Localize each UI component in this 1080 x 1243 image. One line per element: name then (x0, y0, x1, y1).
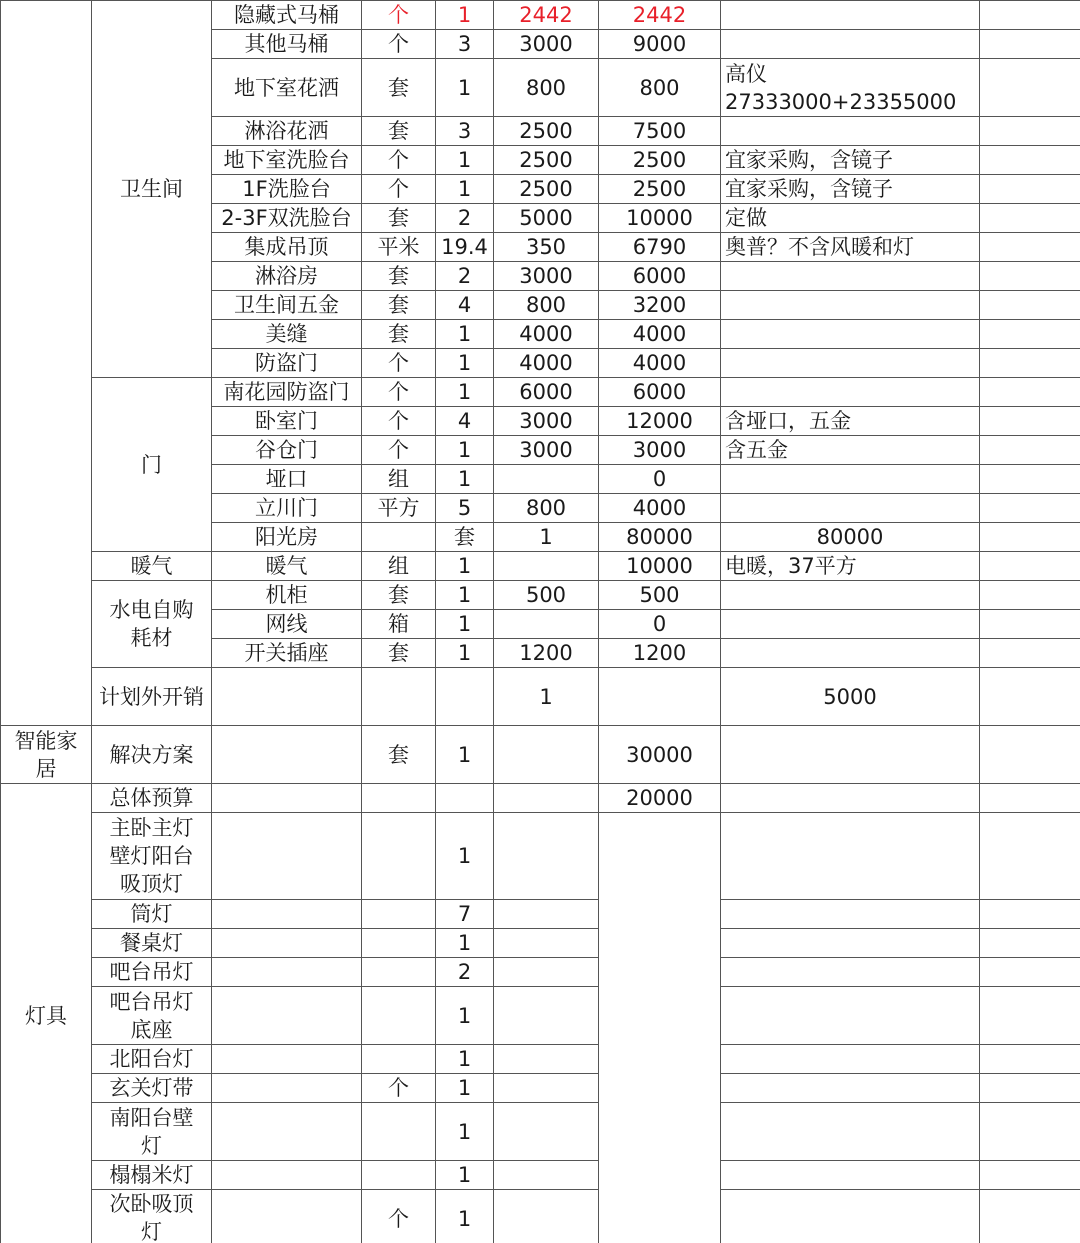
note-cell (721, 958, 980, 987)
unit-cell (362, 1045, 436, 1074)
note-cell (721, 262, 980, 291)
note-cell (721, 378, 980, 407)
unit-cell: 套 (362, 639, 436, 668)
note-cell (721, 1161, 980, 1190)
empty-cell (980, 1103, 1080, 1161)
qty-cell: 1 (436, 349, 494, 378)
note-cell (721, 117, 980, 146)
item-cell: 1F洗脸台 (212, 175, 362, 204)
qty-cell: 1 (436, 465, 494, 494)
item-cell (212, 784, 362, 813)
unit-cell: 个 (362, 1190, 436, 1243)
item-cell (362, 523, 436, 552)
total-cell: 2500 (599, 175, 721, 204)
empty-cell (980, 59, 1080, 117)
category-cell (212, 668, 362, 726)
item-cell (212, 987, 362, 1045)
category-heating: 暖气 (92, 552, 212, 581)
note-cell (721, 59, 980, 117)
price-cell (494, 958, 599, 987)
qty-cell: 1 (436, 1074, 494, 1103)
note-cell (721, 987, 980, 1045)
item-cell: 隐藏式马桶 (212, 1, 362, 30)
qty-cell: 1 (436, 146, 494, 175)
item-cell: 地下室花洒 (212, 59, 362, 117)
empty-cell (980, 117, 1080, 146)
empty-cell (980, 291, 1080, 320)
price-cell: 3000 (494, 407, 599, 436)
price-cell (494, 610, 599, 639)
total-cell (599, 813, 721, 1243)
total-cell: 2442 (599, 1, 721, 30)
table-row (1, 784, 1080, 813)
unit-cell (362, 900, 436, 929)
category-cell: 总体预算 (92, 784, 212, 813)
unit-cell: 个 (362, 1, 436, 30)
empty-cell (980, 987, 1080, 1045)
empty-cell (980, 900, 1080, 929)
item-cell: 其他马桶 (212, 30, 362, 59)
price-cell (494, 726, 599, 784)
unit-cell (362, 1103, 436, 1161)
empty-cell (980, 813, 1080, 900)
qty-cell: 1 (436, 813, 494, 900)
note-cell (721, 784, 980, 813)
note-cell (721, 30, 980, 59)
category-cell: 解决方案 (92, 726, 212, 784)
item-cell (212, 1161, 362, 1190)
empty-cell (980, 581, 1080, 610)
note-cell (721, 639, 980, 668)
qty-cell: 3 (436, 30, 494, 59)
price-cell (494, 1074, 599, 1103)
empty-cell (980, 349, 1080, 378)
qty-cell: 1 (436, 320, 494, 349)
item-cell (212, 726, 362, 784)
item-cell (212, 813, 362, 900)
price-cell (494, 1103, 599, 1161)
price-cell (494, 813, 599, 900)
qty-cell: 1 (436, 59, 494, 117)
category-cell: 次卧吸顶灯 (92, 1190, 212, 1243)
empty-cell (980, 494, 1080, 523)
qty-cell: 1 (436, 436, 494, 465)
unit-cell: 箱 (362, 610, 436, 639)
empty-cell (980, 1045, 1080, 1074)
item-cell: 2-3F双洗脸台 (212, 204, 362, 233)
unit-cell: 套 (362, 262, 436, 291)
note-cell: 电暖，37平方 (721, 552, 980, 581)
empty-cell (980, 1074, 1080, 1103)
table-row (1, 1074, 1080, 1103)
item-cell: 暖气 (212, 552, 362, 581)
table-row (1, 958, 1080, 987)
category-materials: 水电自购耗材 (92, 581, 212, 668)
qty-cell: 1 (436, 610, 494, 639)
note-cell (721, 726, 980, 784)
qty-cell: 3 (436, 117, 494, 146)
qty-cell: 19.4 (436, 233, 494, 262)
qty-cell: 1 (436, 726, 494, 784)
qty-cell: 1 (436, 552, 494, 581)
total-cell: 3200 (599, 291, 721, 320)
unit-cell: 平方 (362, 494, 436, 523)
unit-cell: 套 (362, 726, 436, 784)
note-cell: 宜家采购，含镜子 (721, 175, 980, 204)
unit-cell: 套 (362, 117, 436, 146)
note-cell (721, 581, 980, 610)
qty-cell: 1 (494, 523, 599, 552)
note-cell (721, 1074, 980, 1103)
empty-cell (980, 465, 1080, 494)
total-cell: 2500 (599, 146, 721, 175)
price-cell: 2500 (494, 117, 599, 146)
category-doors: 门 (92, 378, 212, 552)
empty-cell (980, 958, 1080, 987)
note-cell (721, 291, 980, 320)
total-cell: 9000 (599, 30, 721, 59)
unit-cell: 套 (362, 320, 436, 349)
unit-cell: 组 (362, 465, 436, 494)
unit-cell (362, 1161, 436, 1190)
price-cell: 800 (494, 59, 599, 117)
item-cell: 网线 (212, 610, 362, 639)
table-row (1, 1, 1080, 30)
total-cell: 1200 (599, 639, 721, 668)
empty-cell (980, 1161, 1080, 1190)
total-cell: 6000 (599, 262, 721, 291)
category-cell: 榻榻米灯 (92, 1161, 212, 1190)
total-cell: 12000 (599, 407, 721, 436)
category-cell: 主卧主灯壁灯阳台吸顶灯 (92, 813, 212, 900)
table-row (1, 1045, 1080, 1074)
note-cell (980, 668, 1080, 726)
item-cell (212, 1074, 362, 1103)
unit-cell: 个 (362, 30, 436, 59)
item-cell: 立川门 (212, 494, 362, 523)
category-cell: 玄关灯带 (92, 1074, 212, 1103)
qty-cell: 1 (436, 1103, 494, 1161)
qty-cell: 2 (436, 204, 494, 233)
qty-cell: 1 (436, 1, 494, 30)
price-cell: 500 (494, 581, 599, 610)
price-cell: 800 (494, 494, 599, 523)
note-cell (721, 1190, 980, 1243)
item-cell (362, 668, 436, 726)
category-cell: 南阳台壁灯 (92, 1103, 212, 1161)
note-cell (721, 320, 980, 349)
qty-cell: 2 (436, 958, 494, 987)
qty-cell: 7 (436, 900, 494, 929)
unit-cell (362, 958, 436, 987)
item-cell: 南花园防盗门 (212, 378, 362, 407)
price-cell (494, 465, 599, 494)
total-cell: 10000 (599, 552, 721, 581)
table-row (1, 726, 1080, 784)
empty-cell (980, 1, 1080, 30)
note-cell: 奥普？不含风暖和灯 (721, 233, 980, 262)
qty-cell: 1 (436, 175, 494, 204)
table-row (1, 987, 1080, 1045)
price-cell: 3000 (494, 262, 599, 291)
item-cell (212, 1103, 362, 1161)
price-cell: 5000 (494, 204, 599, 233)
empty-cell (980, 784, 1080, 813)
unit-cell: 个 (362, 349, 436, 378)
table-row (1, 668, 1080, 726)
note-cell: 宜家采购，含镜子 (721, 146, 980, 175)
item-cell (212, 900, 362, 929)
note-cell (721, 1103, 980, 1161)
total-cell: 500 (599, 581, 721, 610)
price-cell: 1200 (494, 639, 599, 668)
item-cell: 垭口 (212, 465, 362, 494)
category-cell: 餐桌灯 (92, 929, 212, 958)
unit-cell: 套 (436, 523, 494, 552)
unit-cell: 套 (362, 291, 436, 320)
table-row (1, 929, 1080, 958)
unit-cell: 套 (362, 581, 436, 610)
empty-cell (980, 407, 1080, 436)
note-line: 高仪 (725, 61, 767, 86)
qty-cell: 1 (436, 929, 494, 958)
price-cell: 800 (494, 291, 599, 320)
item-cell: 卧室门 (212, 407, 362, 436)
qty-cell: 5 (436, 494, 494, 523)
category-cell: 吧台吊灯 (92, 958, 212, 987)
price-cell (494, 1161, 599, 1190)
item-cell: 集成吊顶 (212, 233, 362, 262)
item-cell: 美缝 (212, 320, 362, 349)
price-cell: 3000 (494, 436, 599, 465)
price-cell (494, 987, 599, 1045)
total-cell: 4000 (599, 349, 721, 378)
qty-cell: 1 (436, 1045, 494, 1074)
note-cell (721, 494, 980, 523)
item-cell (212, 958, 362, 987)
note-cell (721, 900, 980, 929)
qty-cell: 1 (494, 668, 599, 726)
unit-cell: 个 (362, 146, 436, 175)
table-row (1, 1103, 1080, 1161)
price-cell: 2500 (494, 175, 599, 204)
total-cell: 800 (599, 59, 721, 117)
category-cell: 北阳台灯 (92, 1045, 212, 1074)
table-row (1, 552, 1080, 581)
qty-cell: 2 (436, 262, 494, 291)
price-cell (494, 900, 599, 929)
unit-cell: 个 (362, 378, 436, 407)
item-cell: 机柜 (212, 581, 362, 610)
empty-cell (980, 30, 1080, 59)
total-cell: 80000 (721, 523, 980, 552)
note-cell (721, 465, 980, 494)
price-cell (494, 1190, 599, 1243)
empty-cell (980, 436, 1080, 465)
note-line: 27333000+23355000 (725, 89, 957, 114)
table-row (1, 581, 1080, 610)
qty-cell: 4 (436, 407, 494, 436)
unit-cell: 套 (362, 59, 436, 117)
empty-cell (980, 1190, 1080, 1243)
table-row (1, 378, 1080, 407)
table-row (1, 1161, 1080, 1190)
total-cell: 7500 (599, 117, 721, 146)
price-cell: 4000 (494, 349, 599, 378)
table-row (1, 900, 1080, 929)
total-cell: 6000 (599, 378, 721, 407)
item-cell: 开关插座 (212, 639, 362, 668)
table-row (1, 813, 1080, 900)
total-cell: 6790 (599, 233, 721, 262)
unit-cell: 个 (362, 175, 436, 204)
price-cell (494, 929, 599, 958)
empty-cell (980, 320, 1080, 349)
group-lighting: 灯具 (1, 784, 92, 1243)
item-cell: 地下室洗脸台 (212, 146, 362, 175)
qty-cell: 1 (436, 1161, 494, 1190)
price-cell: 3000 (494, 30, 599, 59)
unit-cell: 个 (362, 407, 436, 436)
item-cell: 淋浴花洒 (212, 117, 362, 146)
note-cell: 含五金 (721, 436, 980, 465)
price-cell: 6000 (494, 378, 599, 407)
qty-cell: 1 (436, 378, 494, 407)
qty-cell: 1 (436, 581, 494, 610)
price-cell (494, 552, 599, 581)
note-cell (721, 1045, 980, 1074)
total-cell: 3000 (599, 436, 721, 465)
note-cell (721, 610, 980, 639)
empty-cell (980, 262, 1080, 291)
total-cell: 20000 (599, 784, 721, 813)
item-cell: 淋浴房 (212, 262, 362, 291)
item-cell: 卫生间五金 (212, 291, 362, 320)
total-cell: 4000 (599, 494, 721, 523)
item-cell (212, 1190, 362, 1243)
qty-cell: 1 (436, 987, 494, 1045)
item-cell: 谷仓门 (212, 436, 362, 465)
price-cell: 350 (494, 233, 599, 262)
price-cell: 2442 (494, 1, 599, 30)
unit-cell: 个 (362, 436, 436, 465)
unit-cell (362, 929, 436, 958)
unit-cell: 组 (362, 552, 436, 581)
empty-cell (980, 378, 1080, 407)
empty-cell (980, 175, 1080, 204)
empty-cell (980, 233, 1080, 262)
category-cell: 吧台吊灯底座 (92, 987, 212, 1045)
table-row (1, 1190, 1080, 1243)
total-cell: 4000 (599, 320, 721, 349)
total-cell: 0 (599, 465, 721, 494)
unit-cell: 平米 (362, 233, 436, 262)
empty-cell (980, 204, 1080, 233)
price-cell (494, 784, 599, 813)
note-cell (721, 1, 980, 30)
group-cell-blank (1, 1, 92, 726)
item-cell: 防盗门 (212, 349, 362, 378)
total-cell: 5000 (721, 668, 980, 726)
qty-cell: 1 (436, 1190, 494, 1243)
note-cell: 含垭口，五金 (721, 407, 980, 436)
item-cell (212, 1045, 362, 1074)
empty-cell (980, 146, 1080, 175)
total-cell: 30000 (599, 726, 721, 784)
empty-cell (980, 639, 1080, 668)
unit-cell (362, 784, 436, 813)
empty-cell (980, 929, 1080, 958)
qty-cell: 1 (436, 639, 494, 668)
category-bathroom: 卫生间 (92, 1, 212, 378)
unit-cell: 个 (362, 1074, 436, 1103)
group-unplanned: 计划外开销 (92, 668, 212, 726)
category-sunroom: 阳光房 (212, 523, 362, 552)
empty-cell (980, 552, 1080, 581)
item-cell (212, 929, 362, 958)
price-cell (599, 668, 721, 726)
total-cell: 10000 (599, 204, 721, 233)
note-cell (721, 813, 980, 900)
price-cell: 80000 (599, 523, 721, 552)
total-cell: 0 (599, 610, 721, 639)
qty-cell (436, 784, 494, 813)
unit-cell (436, 668, 494, 726)
unit-cell: 套 (362, 204, 436, 233)
note-cell: 定做 (721, 204, 980, 233)
note-cell (721, 349, 980, 378)
unit-cell (362, 813, 436, 900)
price-cell: 4000 (494, 320, 599, 349)
group-smarthome: 智能家居 (1, 726, 92, 784)
unit-cell (362, 987, 436, 1045)
empty-cell (980, 726, 1080, 784)
price-cell: 2500 (494, 146, 599, 175)
note-cell (980, 523, 1080, 552)
category-cell: 筒灯 (92, 900, 212, 929)
note-cell (721, 929, 980, 958)
empty-cell (980, 610, 1080, 639)
price-cell (494, 1045, 599, 1074)
qty-cell: 4 (436, 291, 494, 320)
